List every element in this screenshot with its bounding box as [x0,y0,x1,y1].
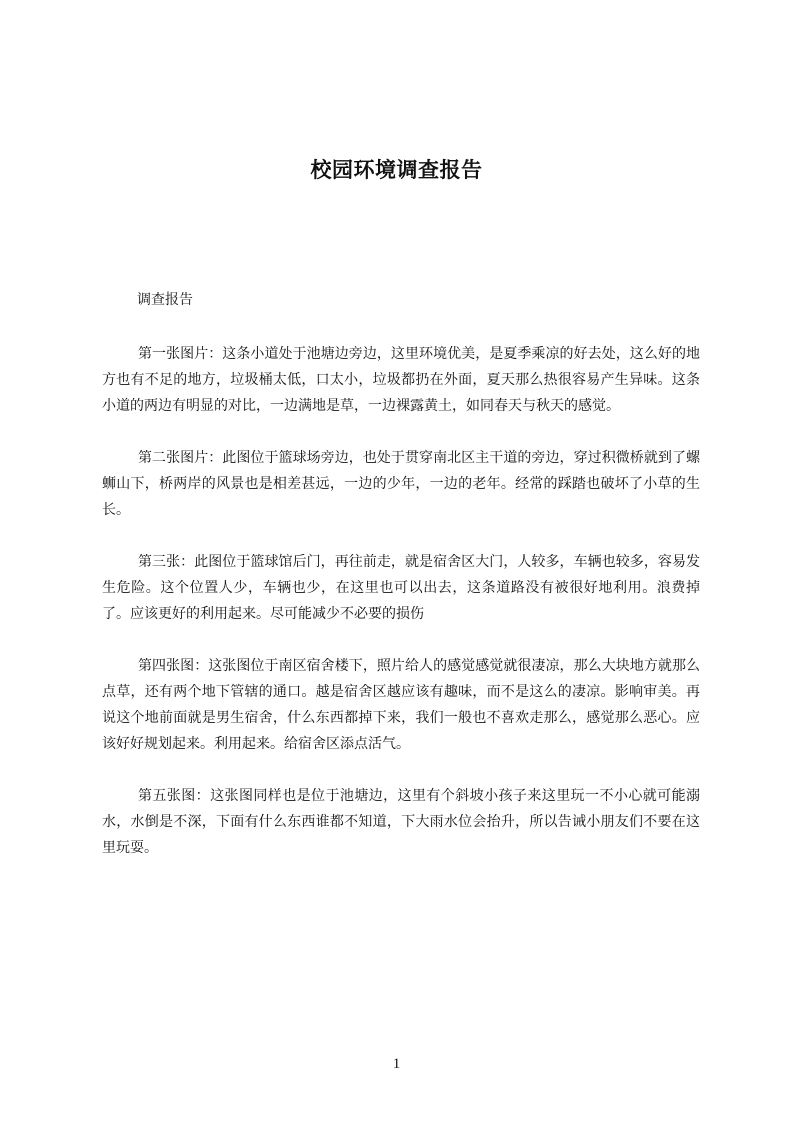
report-body [102,341,700,887]
paragraph-picture-5: 第五张图：这张图同样也是位于池塘边，这里有个斜坡小孩子来这里玩一不小心就可能溺水，水倒是不深，下面有什么东西谁都不知道，下大雨水位会抬升，所以告诫小朋友们不要在这里玩耍。 [102,788,700,856]
paragraph-picture-3: 第三张：此图位于篮球馆后门，再往前走，就是宿舍区大门，人较多，车辆也较多，容易发生危险。这个位置人少，车辆也少，在这里也可以出去，这条道路没有被很好地利用。浪费掉了。应该更好的利用起来。尽可能减少不必要的损伤 [102,554,700,622]
document-title: 校园环境调查报告 [310,158,483,183]
paragraph-picture-1: 第一张图片：这条小道处于池塘边旁边，这里环境优美，是夏季乘凉的好去处，这么好的地方也有不足的地方，垃圾桶太低，口太小，垃圾都扔在外面，夏天那么热很容易产生异味。这条小道的两边有明显的对比，一边满地是草，一边裸露黄土，如同春天与秋天的感觉。 [102,346,700,414]
paragraph-picture-2: 第二张图片：此图位于篮球场旁边，也处于贯穿南北区主干道的旁边，穿过积微桥就到了螺蛳山下，桥两岸的风景也是相差甚远，一边的少年，一边的老年。经常的踩踏也破坏了小草的生长。 [102,450,700,518]
paragraph-picture-4: 第四张图：这张图位于南区宿舍楼下，照片给人的感觉感觉就很凄凉，那么大块地方就那么点草，还有两个地下管辖的通口。越是宿舍区越应该有趣味，而不是这么的凄凉。影响审美。再说这个地前面就是男生宿舍，什么东西都掉下来，我们一般也不喜欢走那么，感觉那么恶心。应该好好规划起来。利用起来。给宿舍区添点活气。 [102,658,700,752]
page-number: 1 [392,1056,401,1072]
section-label: 调查报告 [137,292,193,308]
